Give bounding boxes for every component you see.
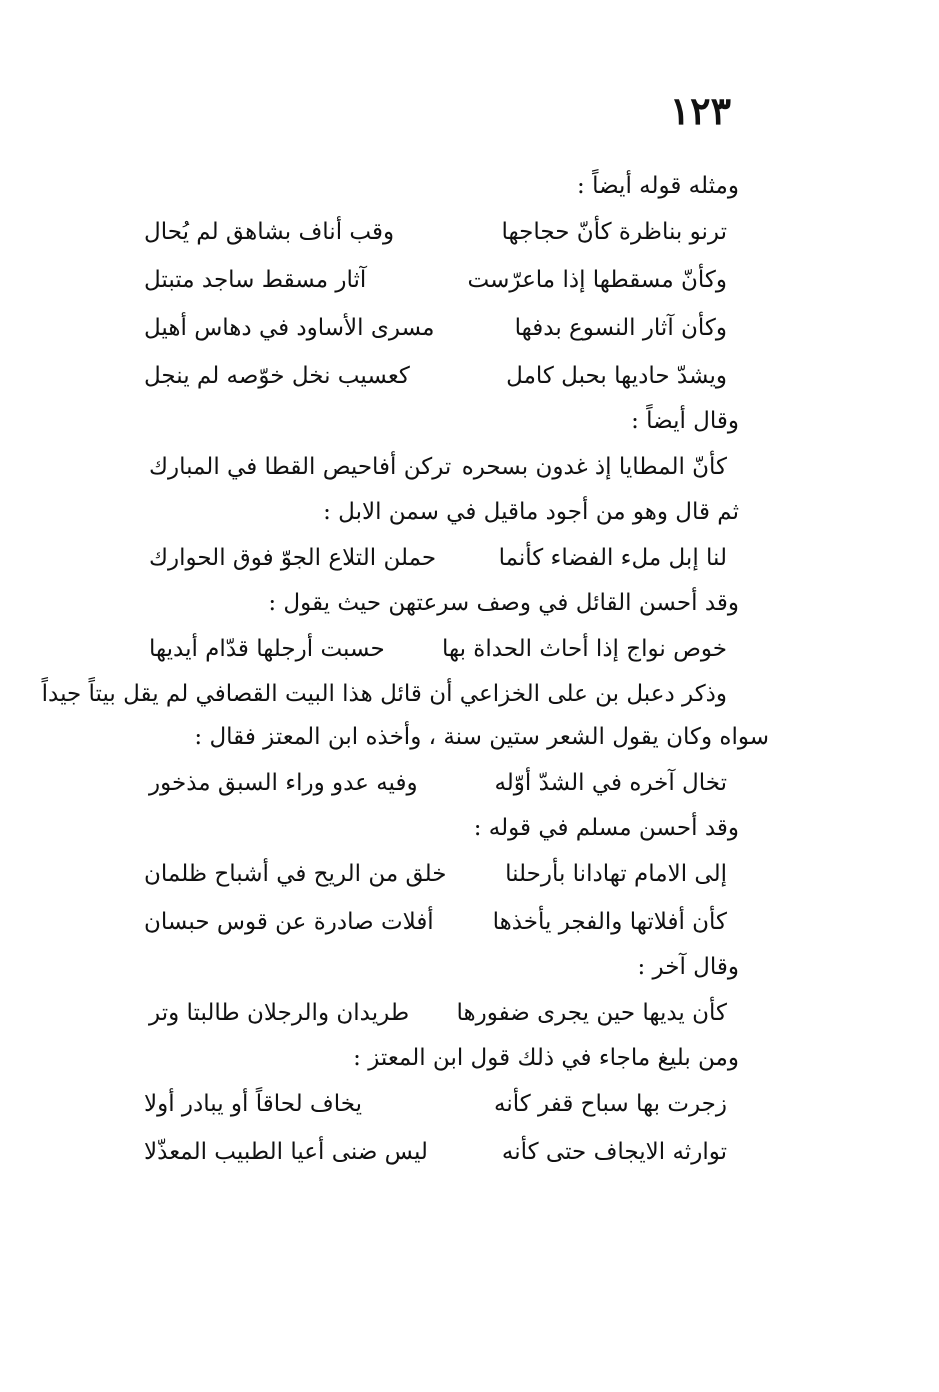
verse-line <box>109 625 739 673</box>
intro-line: ومثله قوله أيضاً : <box>577 173 739 199</box>
text-block <box>41 165 769 1176</box>
intro-line: وقد أحسن القائل في وصف سرعتهن حيث يقول : <box>268 590 739 616</box>
verse-second-hemistich: أفلات صادرة عن قوس حبسان <box>144 908 434 935</box>
verse-second-hemistich: تركن أفاحيص القطا في المبارك <box>149 453 452 480</box>
intro-line: وقد أحسن مسلم في قوله : <box>473 815 739 841</box>
verse-second-hemistich: مسرى الأساود في دهاس أهيل <box>144 314 435 341</box>
verse-second-hemistich: وقب أناف بشاهق لم يُحال <box>144 218 395 245</box>
verse-line <box>109 256 739 304</box>
verse-second-hemistich: خلق من الريح في أشباح ظلمان <box>144 860 447 887</box>
verse-line <box>109 898 739 946</box>
verse-second-hemistich: طريدان والرجلان طالبتا وتر <box>149 999 410 1026</box>
verse-first-hemistich: ترنو بناظرة كأنّ حجاجها <box>501 218 727 245</box>
verse-second-hemistich: حملن التلاع الجوّ فوق الحوارك <box>149 544 437 571</box>
verse-second-hemistich: كعسيب نخل خوّصه لم ينجل <box>144 362 410 389</box>
verse-line <box>109 850 739 898</box>
verse-first-hemistich: تخال آخره في الشدّ أوّله <box>494 769 727 796</box>
verse-first-hemistich: وكأنّ مسقطها إذا ماعرّست <box>467 266 727 293</box>
verse-first-hemistich: وكأن آثار النسوع بدفها <box>514 314 727 341</box>
verse-line <box>109 1080 739 1128</box>
verse-second-hemistich: حسبت أرجلها قدّام أيديها <box>149 635 385 662</box>
verse-second-hemistich: ليس ضنى أعيا الطبيب المعذّلا <box>144 1138 428 1165</box>
verse-first-hemistich: خوص نواج إذا أحاث الحداة بها <box>441 635 727 662</box>
verse-line <box>109 534 739 582</box>
verse-first-hemistich: كأنّ المطايا إذ غدون بسحره <box>461 453 727 480</box>
verse-line <box>109 759 739 807</box>
verse-first-hemistich: زجرت بها سباح قفر كأنه <box>494 1090 727 1117</box>
verse-first-hemistich: إلى الامام تهادانا بأرحلنا <box>505 860 727 887</box>
intro-line: ثم قال وهو من أجود ماقيل في سمن الابل : <box>323 499 739 525</box>
verse-line <box>109 352 739 400</box>
verse-line <box>109 443 739 491</box>
verse-first-hemistich: كأن يديها حين يجرى ضفورها <box>456 999 727 1026</box>
verse-first-hemistich: كأن أفلاتها والفجر يأخذها <box>492 908 727 935</box>
verse-first-hemistich: لنا إبل ملء الفضاء كأنما <box>498 544 727 571</box>
intro-line: ومن بليغ ماجاء في ذلك قول ابن المعتز : <box>353 1045 739 1071</box>
verse-line <box>109 1128 739 1176</box>
verse-second-hemistich: آثار مسقط ساجد متبتل <box>144 266 367 293</box>
intro-line: وقال آخر : <box>637 954 739 980</box>
intro-line: وذكر دعبل بن على الخزاعي أن قائل هذا البيت القصافي لم يقل بيتاً جيداً <box>41 681 727 707</box>
intro-line: وقال أيضاً : <box>631 408 739 434</box>
verse-line <box>109 208 739 256</box>
verse-line <box>109 304 739 352</box>
verse-second-hemistich: يخاف لحاقاً أو يبادر أولا <box>144 1090 363 1117</box>
verse-first-hemistich: ويشدّ حاديها بحبل كامل <box>506 362 727 389</box>
verse-line <box>109 989 739 1037</box>
verse-first-hemistich: توارثه الايجاف حتى كأنه <box>501 1138 727 1165</box>
verse-second-hemistich: وفيه عدو وراء السبق مذخور <box>149 769 418 796</box>
intro-line: سواه وكان يقول الشعر ستين سنة ، وأخذه ابن المعتز فقال : <box>194 724 769 750</box>
page-number: ١٢٣ <box>669 88 731 133</box>
